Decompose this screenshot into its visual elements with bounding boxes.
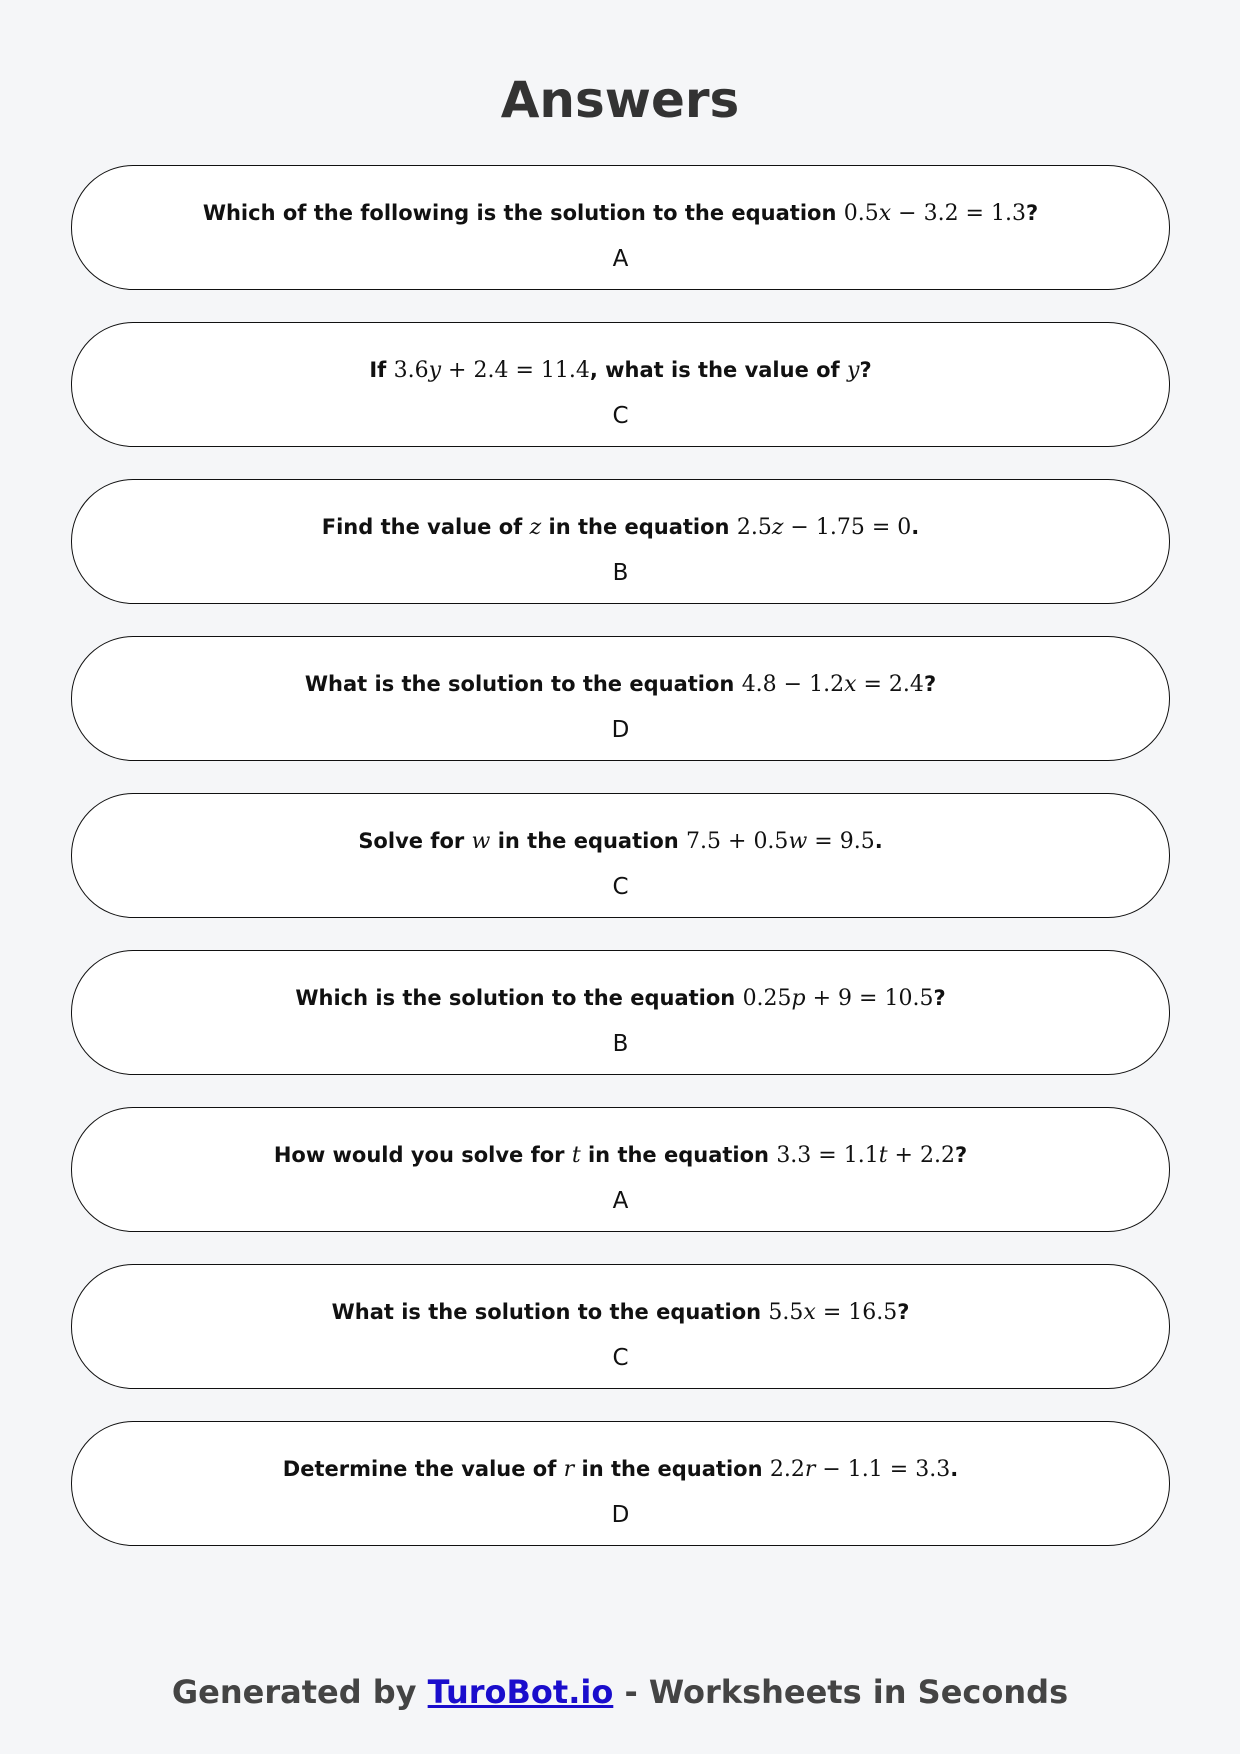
answer-letter: B [612,1031,629,1057]
question-fragment: ? [923,672,937,696]
question-fragment: Solve for [358,829,472,853]
question-fragment: ? [954,1143,968,1167]
answer-card [71,950,1170,1075]
math-expression: w [471,829,491,854]
question-text [72,983,1169,1014]
question-fragment: ? [1025,201,1039,225]
question-fragment: Which of the following is the solution to the equation [202,201,844,225]
question-fragment: Which is the solution to the equation [295,986,743,1010]
question-text [72,1454,1169,1485]
answer-card [71,322,1170,447]
question-fragment: . [911,515,920,539]
answer-card [71,636,1170,761]
answer-letter: C [612,1345,629,1371]
question-fragment: . [874,829,883,853]
question-text [72,826,1169,857]
answer-letter: C [612,403,629,429]
answer-card [71,479,1170,604]
question-fragment: in the equation [574,1457,770,1481]
question-fragment: in the equation [541,515,737,539]
math-expression: 7.5 + 0.5w = 9.5 [686,829,875,854]
question-fragment: ? [933,986,946,1010]
footer [0,1672,1240,1712]
math-expression: z [529,515,542,540]
question-text [72,355,1169,386]
footer-prefix: Generated by [171,1673,428,1711]
question-fragment: , what is the value of [589,358,848,382]
answer-letter: B [612,560,629,586]
math-expression: 3.6y + 2.4 = 11.4 [393,358,590,383]
math-expression: 0.25p + 9 = 10.5 [742,986,934,1011]
answer-card [71,1421,1170,1546]
answer-card [71,1107,1170,1232]
question-text [72,1140,1169,1171]
math-expression: 2.2r − 1.1 = 3.3 [769,1457,951,1482]
question-fragment: in the equation [490,829,687,853]
math-expression: y [847,358,860,383]
answer-card [71,165,1170,290]
math-expression: 0.5x − 3.2 = 1.3 [843,201,1026,226]
question-fragment: What is the solution to the equation [304,672,742,696]
question-fragment: in the equation [580,1143,777,1167]
footer-suffix: - Worksheets in Seconds [613,1673,1069,1711]
math-expression: 4.8 − 1.2x = 2.4 [741,672,924,697]
question-fragment: If [369,358,394,382]
math-expression: r [563,1457,575,1482]
math-expression: 2.5z − 1.75 = 0 [736,515,912,540]
answer-letter: A [612,1188,629,1214]
question-fragment: . [950,1457,959,1481]
question-text [72,1297,1169,1328]
answer-letter: D [611,1502,630,1528]
answer-letter: D [611,717,630,743]
question-text [72,198,1169,229]
answer-card [71,1264,1170,1389]
page-title: Answers [500,71,740,129]
math-expression: 3.3 = 1.1t + 2.2 [776,1143,955,1168]
answer-card [71,793,1170,918]
question-text [72,512,1169,543]
question-text [72,669,1169,700]
answer-letter: C [612,874,629,900]
question-fragment: How would you solve for [273,1143,572,1167]
question-fragment: Determine the value of [282,1457,564,1481]
question-fragment: What is the solution to the equation [331,1300,769,1324]
math-expression: t [571,1143,581,1168]
math-expression: 5.5x = 16.5 [768,1300,898,1325]
turobot-link[interactable]: TuroBot.io [427,1673,614,1711]
answer-letter: A [612,246,629,272]
question-fragment: ? [897,1300,910,1324]
question-fragment: Find the value of [321,515,530,539]
question-fragment: ? [859,358,872,382]
answers-list [71,165,1170,1578]
